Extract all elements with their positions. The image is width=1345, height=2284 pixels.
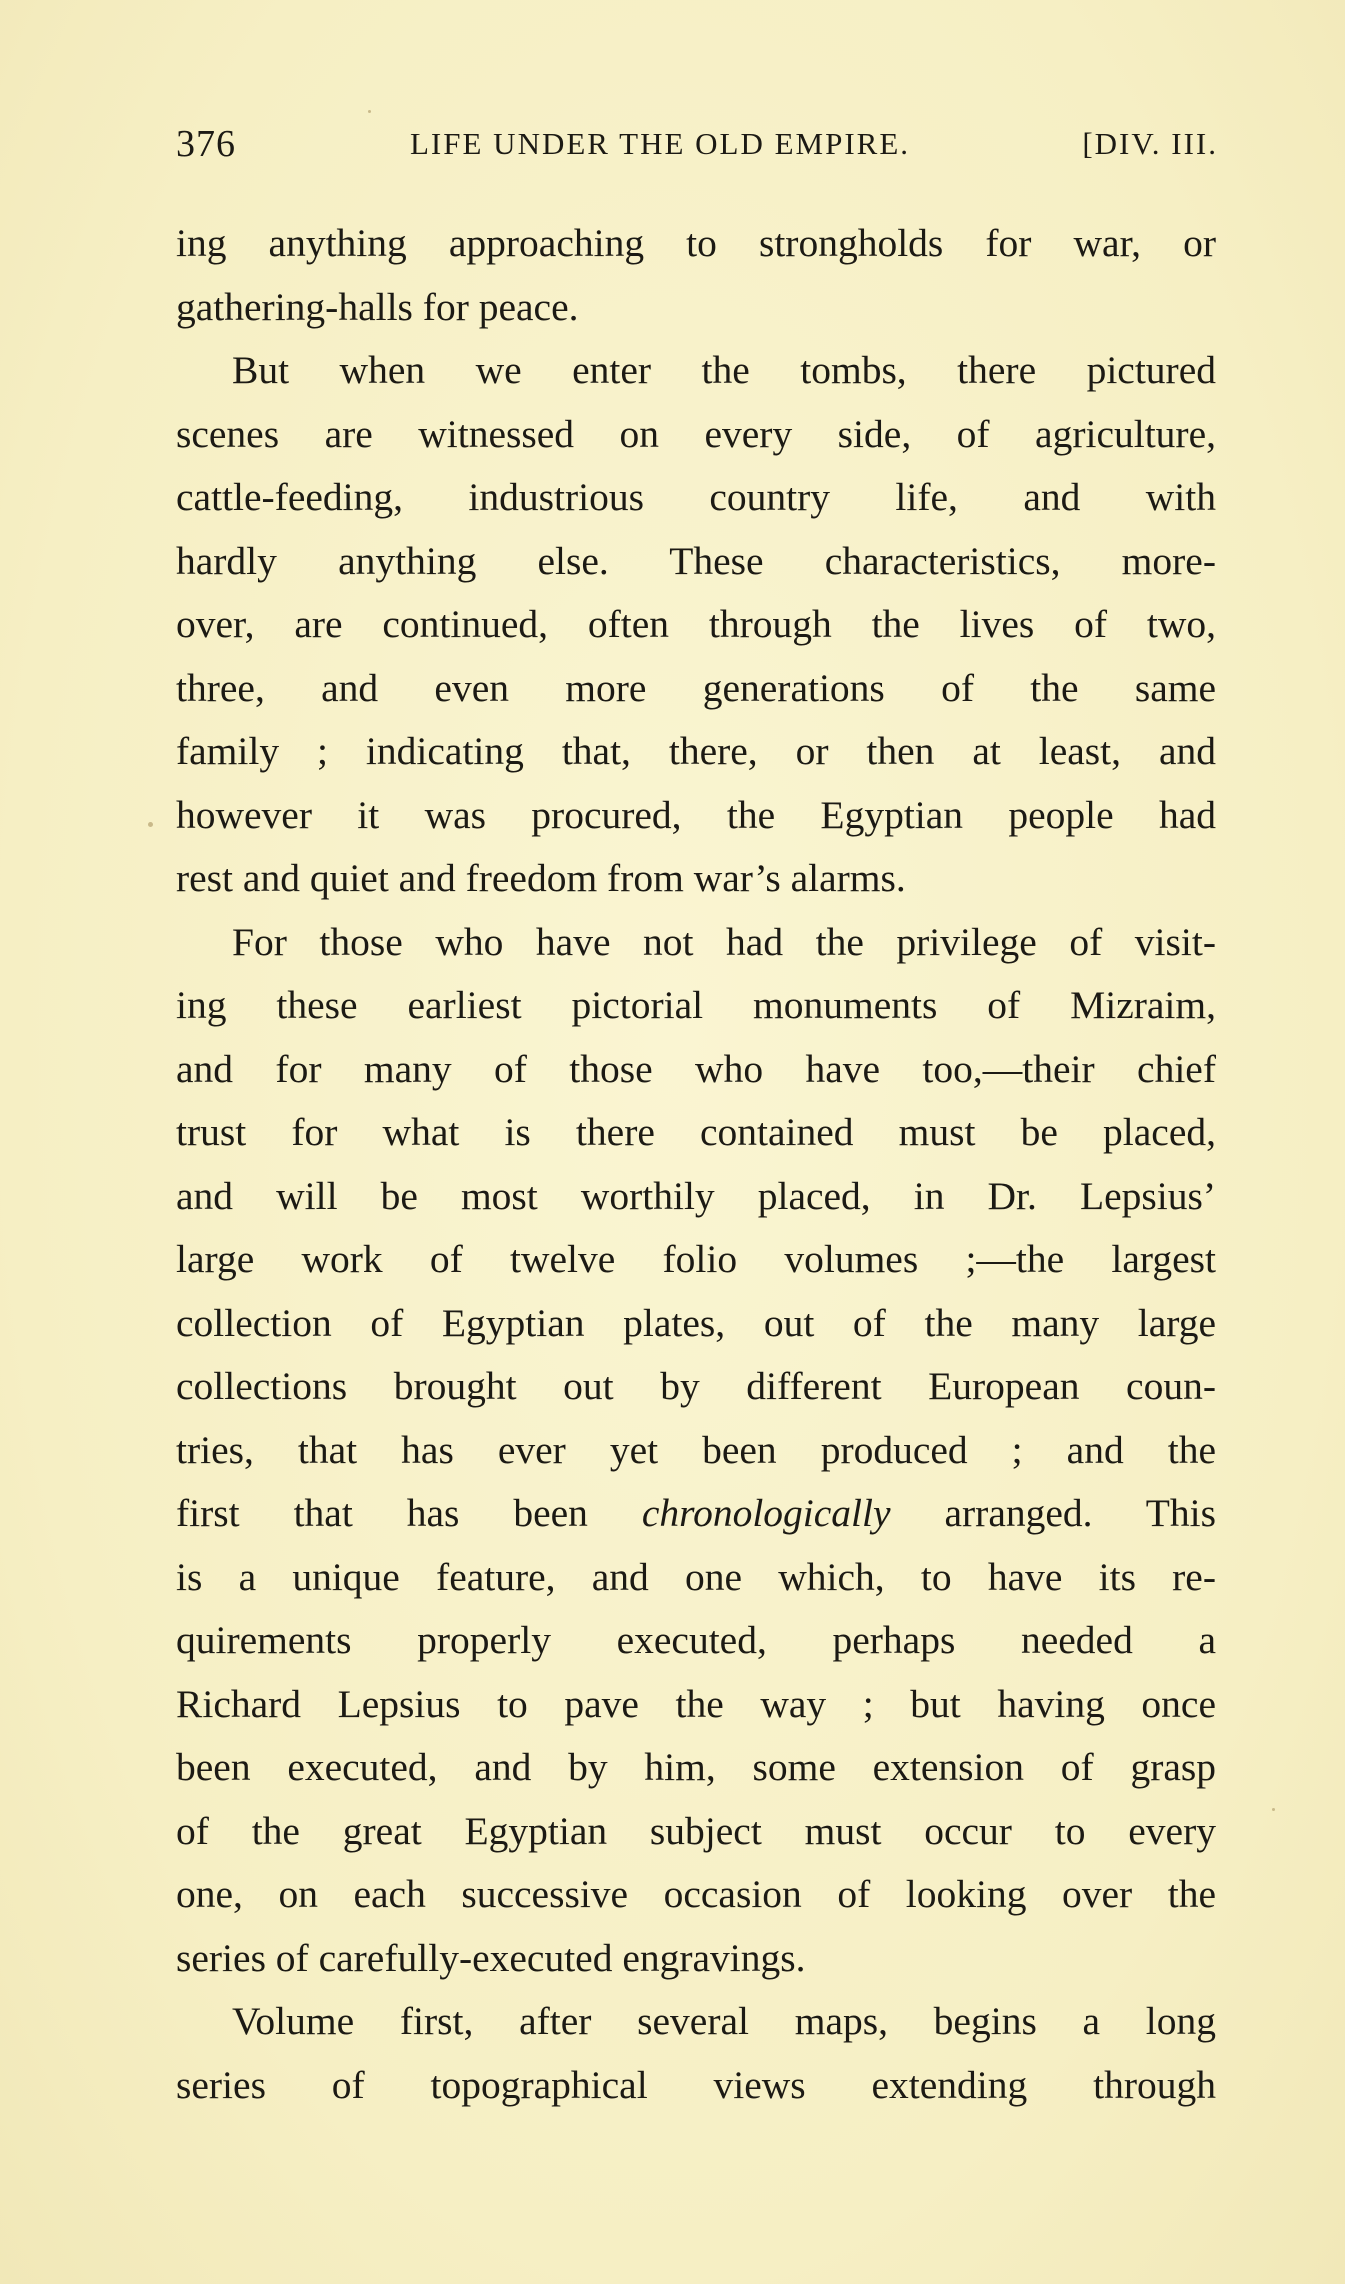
text-line: trust for what is there contained must be placed, [176, 1110, 1216, 1154]
paper-speck [368, 110, 371, 113]
paragraph-first-line: For those who have not had the privilege of visit- [232, 919, 1216, 964]
text-line: and will be most worthily placed, in Dr. Lepsius’ [176, 1173, 1216, 1218]
text-line: cattle-feeding, industrious country life, and with [176, 475, 1216, 519]
text-line: hardly anything else. These characteristics, more- [176, 538, 1216, 583]
text-line: Richard Lepsius to pave the way ; but having once [176, 1681, 1216, 1726]
paper-speck [148, 822, 153, 827]
text-line: family ; indicating that, there, or then at least, and [176, 729, 1216, 773]
text-line: ing anything approaching to strongholds for war, or [176, 221, 1216, 265]
text-line: collection of Egyptian plates, out of the many large [176, 1300, 1216, 1345]
text-segment: first that has been [176, 1491, 642, 1535]
text-line: series of topographical views extending through [176, 2062, 1216, 2107]
running-title: LIFE UNDER THE OLD EMPIRE. [410, 126, 911, 161]
text-line: of the great Egyptian subject must occur to every [176, 1808, 1216, 1853]
text-line: collections brought out by different European coun- [176, 1364, 1216, 1408]
text-line: scenes are witnessed on every side, of agriculture, [176, 411, 1216, 456]
text-line: and for many of those who have too,—their chief [176, 1046, 1216, 1091]
text-line: however it was procured, the Egyptian people had [176, 792, 1216, 837]
body-text [176, 212, 1216, 2117]
text-line: gathering-halls for peace. [176, 284, 579, 329]
text-line: tries, that has ever yet been produced ; and the [176, 1427, 1216, 1472]
running-head [176, 122, 1218, 172]
italic-word: chronologically [641, 1491, 891, 1535]
text-line: over, are continued, often through the lives of two, [176, 602, 1216, 646]
paper-speck [1272, 1808, 1275, 1811]
page-number: 376 [176, 123, 236, 165]
text-line: ing these earliest pictorial monuments of Mizraim, [176, 983, 1216, 1027]
text-line: rest and quiet and freedom from war’s alarms. [176, 856, 906, 900]
paragraph-first-line: But when we enter the tombs, there pictured [232, 348, 1216, 392]
text-segment: arranged. This [890, 1491, 1216, 1535]
text-line: quirements properly executed, perhaps needed a [176, 1618, 1216, 1662]
text-line: series of carefully-executed engravings. [176, 1935, 806, 1980]
text-line: three, and even more generations of the same [176, 665, 1216, 710]
division-label: [DIV. III. [1082, 126, 1218, 161]
text-line: one, on each successive occasion of looking over the [176, 1872, 1216, 1916]
text-line-with-italic [176, 1482, 1216, 1546]
text-line: is a unique feature, and one which, to have its re- [176, 1554, 1216, 1599]
text-line: large work of twelve folio volumes ;—the largest [176, 1237, 1216, 1281]
paragraph-first-line: Volume first, after several maps, begins a long [232, 1999, 1216, 2043]
text-line: been executed, and by him, some extension of grasp [176, 1745, 1216, 1789]
